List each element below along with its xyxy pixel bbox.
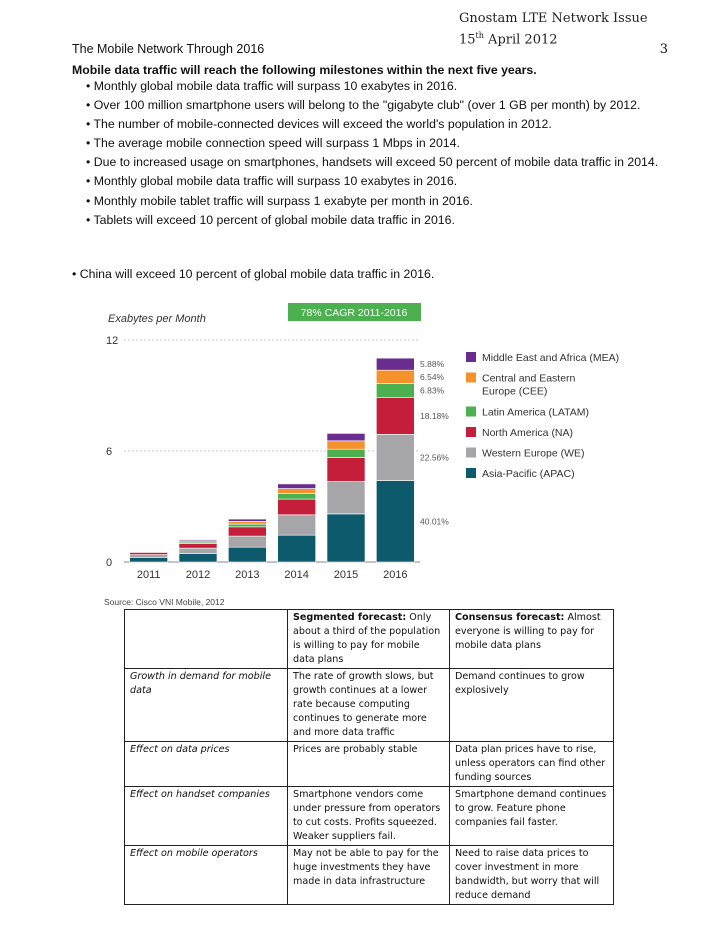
share-label: 22.56% xyxy=(420,452,449,463)
legend-swatch xyxy=(466,427,476,437)
x-tick-label: 2012 xyxy=(185,569,211,581)
bar-segment xyxy=(228,519,266,521)
running-header xyxy=(72,42,668,56)
row-header: Growth in demand for mobile data xyxy=(125,669,288,742)
bar-segment xyxy=(376,397,414,434)
table-row xyxy=(125,846,614,905)
bar-segment xyxy=(179,544,217,549)
bar-segment xyxy=(130,555,168,558)
share-label: 40.01% xyxy=(420,516,449,527)
bar-segment xyxy=(376,434,414,480)
x-tick-label: 2011 xyxy=(136,569,161,581)
bar-segment xyxy=(327,441,365,449)
share-label: 6.54% xyxy=(420,371,445,382)
legend-swatch xyxy=(466,407,476,417)
bar-segment xyxy=(130,552,168,554)
y-axis-label: Exabytes per Month xyxy=(108,313,206,325)
x-tick-label: 2016 xyxy=(383,569,408,581)
bar-segment xyxy=(130,557,168,562)
list-item: • Over 100 million smartphone users will belong to the "gigabyte club" (over 1 GB per month) by 2012. xyxy=(86,98,676,114)
list-item: • Due to increased usage on smartphones, handsets will exceed 50 percent of mobile data traffic in 2014. xyxy=(86,155,676,171)
legend-label: Latin America (LATAM) xyxy=(482,406,589,419)
bar-segment xyxy=(278,484,316,489)
legend-swatch xyxy=(466,352,476,362)
legend-label: Central and Eastern xyxy=(482,372,576,385)
bar-segment xyxy=(327,457,365,481)
y-tick-label: 0 xyxy=(106,557,113,569)
bar-segment xyxy=(376,358,414,370)
table-header-row xyxy=(125,610,614,669)
legend-label: Asia-Pacific (APAC) xyxy=(482,468,575,480)
page-number: 3 xyxy=(659,42,668,57)
table-cell: Consensus forecast: Almost everyone is willing to pay for mobile data plans xyxy=(450,610,614,669)
list-item: • Monthly global mobile data traffic will surpass 10 exabytes in 2016. xyxy=(86,79,676,95)
bar-segment xyxy=(278,494,316,500)
document-title: Gnostam LTE Network Issue xyxy=(459,11,648,26)
bar-segment xyxy=(130,551,168,552)
bar-segment xyxy=(327,449,365,457)
table-row xyxy=(125,669,614,742)
legend-swatch xyxy=(466,468,476,478)
china-bullet: • China will exceed 10 percent of global mobile data traffic in 2016. xyxy=(72,267,435,281)
row-header: Effect on mobile operators xyxy=(125,846,288,905)
chart-source: Source: Cisco VNI Mobile, 2012 xyxy=(104,597,225,607)
milestones-heading: Mobile data traffic will reach the following milestones within the next five years. xyxy=(72,63,537,77)
list-item: • Monthly mobile tablet traffic will surpass 1 exabyte per month in 2016. xyxy=(86,194,676,210)
bar-segment xyxy=(228,527,266,536)
legend-label: Europe (CEE) xyxy=(482,385,548,398)
table-row xyxy=(125,787,614,846)
bar-segment xyxy=(327,482,365,514)
y-tick-label: 6 xyxy=(106,446,113,458)
share-label: 5.88% xyxy=(420,359,445,370)
table-cell: The rate of growth slows, but growth continues at a lower rate because computing continues to generate more and more data traffic xyxy=(288,669,450,742)
bar-segment xyxy=(376,383,414,397)
list-item: • The average mobile connection speed will surpass 1 Mbps in 2014. xyxy=(86,136,676,152)
bar-segment xyxy=(278,535,316,562)
list-item: • Monthly global mobile data traffic will surpass 10 exabytes in 2016. xyxy=(86,174,676,190)
table-cell: Prices are probably stable xyxy=(288,742,450,787)
table-cell: Need to raise data prices to cover investment in more bandwidth, but worry that will reduce demand xyxy=(450,846,614,905)
traffic-chart xyxy=(104,296,624,616)
bar-segment xyxy=(327,514,365,562)
table-cell: Smartphone demand continues to grow. Feature phone companies fail faster. xyxy=(450,787,614,846)
legend-swatch xyxy=(466,373,476,383)
bar-segment xyxy=(376,370,414,383)
legend-swatch xyxy=(466,448,476,458)
table-cell: May not be able to pay for the huge investments they have made in data infrastructure xyxy=(288,846,450,905)
running-title: The Mobile Network Through 2016 xyxy=(72,42,265,56)
table-cell: Demand continues to grow explosively xyxy=(450,669,614,742)
list-item: • Tablets will exceed 10 percent of global mobile data traffic in 2016. xyxy=(86,213,676,229)
bar-segment xyxy=(228,547,266,562)
forecast-table xyxy=(124,609,614,905)
legend-label: Western Europe (WE) xyxy=(482,447,585,460)
cagr-badge-label: 78% CAGR 2011-2016 xyxy=(300,307,408,319)
bar-segment xyxy=(179,554,217,562)
bar-segment xyxy=(228,536,266,547)
milestones-list xyxy=(86,79,676,232)
share-label: 6.83% xyxy=(420,385,445,396)
table-cell xyxy=(125,610,288,669)
bar-segment xyxy=(278,489,316,494)
y-tick-label: 12 xyxy=(106,335,119,347)
bar-segment xyxy=(179,540,217,541)
list-item: • The number of mobile-connected devices will exceed the world's population in 2012. xyxy=(86,117,676,133)
x-tick-label: 2014 xyxy=(284,569,309,581)
table-cell: Data plan prices have to rise, unless operators can find other funding sources xyxy=(450,742,614,787)
bar-segment xyxy=(228,521,266,524)
bar-segment xyxy=(327,433,365,440)
bar-segment xyxy=(278,515,316,535)
table-cell: Smartphone vendors come under pressure from operators to cut costs. Profits squeezed. Weaker suppliers fail. xyxy=(288,787,450,846)
legend-label: Middle East and Africa (MEA) xyxy=(482,352,620,364)
bar-segment xyxy=(228,524,266,527)
chart-svg xyxy=(104,296,624,616)
legend-label: North America (NA) xyxy=(482,427,574,439)
share-label: 18.18% xyxy=(420,410,449,421)
x-tick-label: 2013 xyxy=(235,569,260,581)
x-tick-label: 2015 xyxy=(333,569,359,581)
document-date: 15th April 2012 xyxy=(459,31,558,48)
table-cell: Segmented forecast: Only about a third of the population is willing to pay for mobile data plans xyxy=(288,610,450,669)
table-row xyxy=(125,742,614,787)
bar-segment xyxy=(278,499,316,515)
bar-segment xyxy=(376,481,414,562)
row-header: Effect on handset companies xyxy=(125,787,288,846)
bar-segment xyxy=(179,548,217,554)
row-header: Effect on data prices xyxy=(125,742,288,787)
